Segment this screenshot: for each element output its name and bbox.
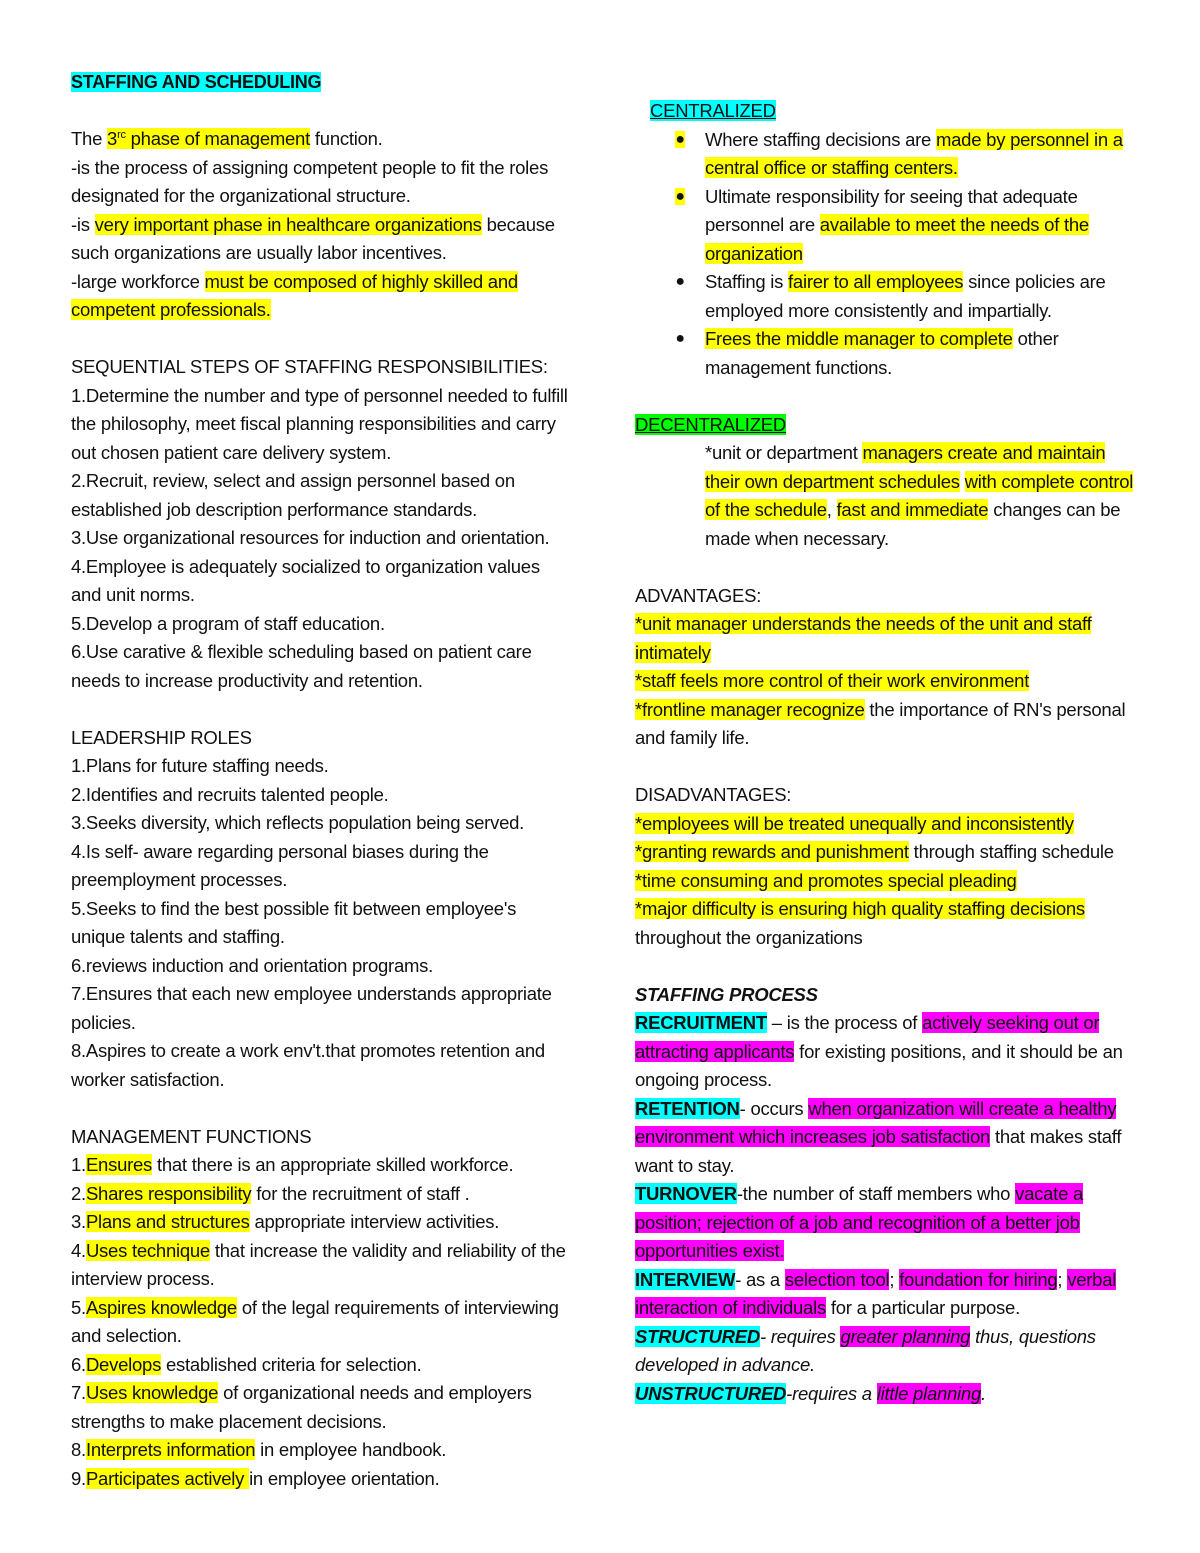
leadership-line: worker satisfaction. <box>71 1068 225 1090</box>
bullet-icon: ● <box>675 187 685 205</box>
leadership-line: unique talents and staffing. <box>71 926 285 947</box>
bullet-icon: ● <box>675 130 685 148</box>
term-interview: INTERVIEW <box>635 1268 736 1290</box>
centralized-bullet: ● Where staffing decisions are made by personnel in a central office or staffing centers. <box>635 126 1135 183</box>
sequential-line: 6.Use carative & flexible scheduling based on patient care <box>71 641 532 662</box>
intro-line-2: -is the process of assigning competent people to fit the roles <box>71 156 549 178</box>
management-item-continued: and selection. <box>71 1325 182 1346</box>
intro-line-3: designated for the organizational structure. <box>71 185 411 206</box>
leadership-line: 4.Is self- aware regarding personal biases during the <box>71 840 489 862</box>
sequential-line: 3.Use organizational resources for induction and orientation. <box>71 527 550 548</box>
sequential-line: 2.Recruit, review, select and assign personnel based on <box>71 470 515 491</box>
disadvantages-heading: DISADVANTAGES: <box>635 784 792 805</box>
document-title: STAFFING AND SCHEDULING <box>71 72 322 92</box>
management-item-continued: strengths to make placement decisions. <box>71 1410 387 1432</box>
management-item: 1.Ensures that there is an appropriate skilled workforce. <box>71 1154 514 1175</box>
advantages-heading: ADVANTAGES: <box>635 584 762 606</box>
staffing-process-heading: STAFFING PROCESS <box>635 983 818 1005</box>
management-item: 8.Interprets information in employee handbook. <box>71 1439 447 1460</box>
sequential-line: 1.Determine the number and type of personnel needed to fulfill <box>71 384 568 406</box>
decentralized-heading: DECENTRALIZED <box>635 413 786 435</box>
management-item: 7.Uses knowledge of organizational needs and employers <box>71 1382 532 1403</box>
management-item: 9.Participates actively in employee orientation. <box>71 1467 440 1489</box>
centralized-bullet: ● Frees the middle manager to complete other management functions. <box>635 325 1135 382</box>
sequential-line: 5.Develop a program of staff education. <box>71 612 385 634</box>
right-column: CENTRALIZED ● Where staffing decisions are made by personnel in a central office or staffing centers. ● Ultimate responsibility for seeing that adequate personnel are available to meet the needs of the organization ● Staffing is fairer to all employees since policies are employed more consistently and impartially. ● Frees the middle manager to complete other management functions. DECENTRALIZED *unit or department managers create and maintain their own department schedules with complete control of the schedule, fast and immediate changes can be made when necessary. ADVANTAGES: *unit manager understands the needs of the unit and staff intimately *staff feels more control of their work environment *frontline manager recognize the importance of RN's personal and family life. DISADVANTAGES: *employees will be treated unequally and inconsistently *granting rewards and punishment through staffing schedule *time consuming and promotes special pleading *major difficulty is ensuring high quality staffing decisions throughout the organizations STAFFING PROCESS RECRUITMENT – is the process of actively seeking out or attracting applicants for existing positions, and it should be an ongoing process. RETENTION- occurs when organization will create a healthy environment which increases job satisfaction that makes staff want to stay. TURNOVER-the number of staff members who vacate a position; rejection of a job and recognition of a better job opportunities exist. INTERVIEW- as a selection tool; foundation for hiring; verbal interaction of individuals for a particular purpose. STRUCTURED- requires greater planning thus, questions developed in advance. UNSTRUCTURED-requires a little planning. <box>635 100 1134 1404</box>
intro-line-6: -large workforce must be composed of highly skilled and <box>71 270 518 292</box>
leadership-heading: LEADERSHIP ROLES <box>71 726 252 748</box>
sequential-line: and unit norms. <box>71 584 195 605</box>
term-recruitment: RECRUITMENT <box>635 1012 767 1033</box>
sequential-line: established job description performance standards. <box>71 498 478 520</box>
bullet-icon: ● <box>675 330 685 347</box>
leadership-line: preemployment processes. <box>71 869 288 890</box>
leadership-line: 1.Plans for future staffing needs. <box>71 755 329 776</box>
management-item: 5.Aspires knowledge of the legal requirements of interviewing <box>71 1296 559 1318</box>
leadership-line: policies. <box>71 1011 136 1033</box>
intro-line-5: such organizations are usually labor incentives. <box>71 242 447 263</box>
sequential-line: out chosen patient care delivery system. <box>71 441 392 463</box>
intro-line-4: -is very important phase in healthcare organizations because <box>71 213 555 235</box>
term-unstructured: UNSTRUCTURED <box>635 1382 787 1404</box>
sequential-line: needs to increase productivity and retention. <box>71 669 423 691</box>
left-column <box>71 68 571 1493</box>
management-item: 4.Uses technique that increase the validity and reliability of the <box>71 1239 566 1261</box>
management-item-continued: interview process. <box>71 1268 215 1289</box>
management-heading: MANAGEMENT FUNCTIONS <box>71 1125 312 1147</box>
centralized-heading: CENTRALIZED <box>650 100 776 121</box>
sequential-line: 4.Employee is adequately socialized to organization values <box>71 555 540 577</box>
sequential-heading: SEQUENTIAL STEPS OF STAFFING RESPONSIBILITIES: <box>71 356 548 377</box>
leadership-line: 5.Seeks to find the best possible fit between employee's <box>71 897 517 919</box>
leadership-line: 7.Ensures that each new employee understands appropriate <box>71 983 552 1004</box>
term-retention: RETENTION <box>635 1097 740 1119</box>
centralized-bullet: ● Ultimate responsibility for seeing that adequate personnel are available to meet the needs of the organization <box>635 183 1135 269</box>
management-item: 3.Plans and structures appropriate interview activities. <box>71 1211 500 1232</box>
bullet-icon: ● <box>675 273 685 290</box>
sequential-line: the philosophy, meet fiscal planning responsibilities and carry <box>71 413 556 434</box>
intro-line-1: The $3^{rc}$ phase of management function. <box>71 128 383 149</box>
intro-line-7: competent professionals. <box>71 299 271 320</box>
term-structured: STRUCTURED <box>635 1325 760 1347</box>
management-item: 6.Develops established criteria for selection. <box>71 1353 422 1375</box>
centralized-bullet: ● Staffing is fairer to all employees since policies are employed more consistently and impartially. <box>635 268 1135 325</box>
leadership-line: 2.Identifies and recruits talented people. <box>71 783 389 805</box>
term-turnover: TURNOVER <box>635 1183 737 1204</box>
leadership-line: 8.Aspires to create a work env't.that promotes retention and <box>71 1040 545 1061</box>
leadership-line: 3.Seeks diversity, which reflects population being served. <box>71 812 525 833</box>
management-item: 2.Shares responsibility for the recruitment of staff . <box>71 1182 470 1204</box>
leadership-line: 6.reviews induction and orientation programs. <box>71 954 434 976</box>
